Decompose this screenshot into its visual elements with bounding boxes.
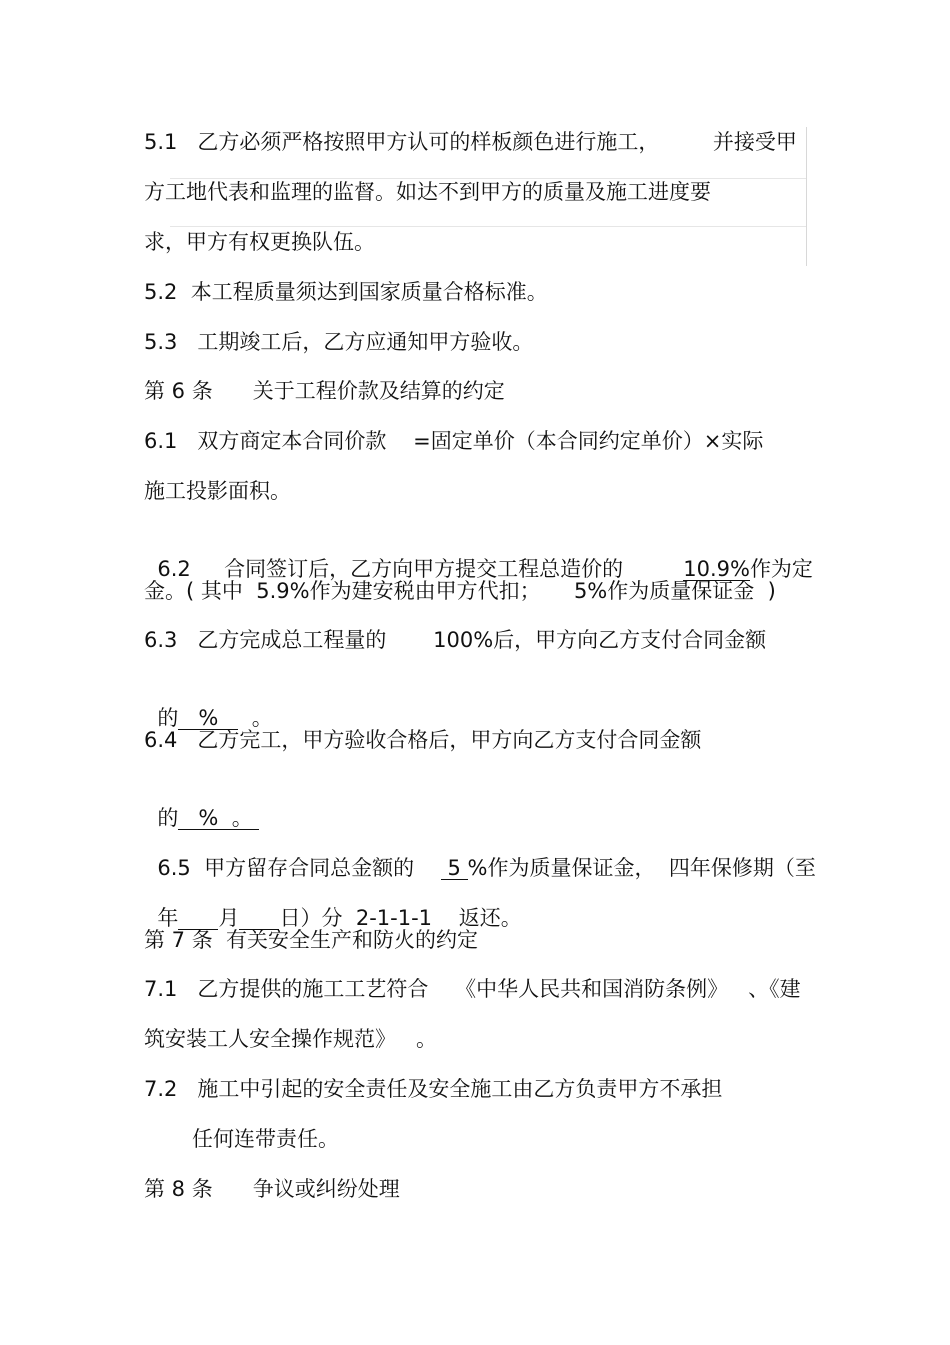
completion-percent-blank: % 。 (178, 806, 260, 830)
clause-7-1-line-1: 7.1 乙方提供的施工工艺符合 《中华人民共和国消防条例》 、《建 (144, 977, 801, 1001)
clause-6-3-line-1: 6.3 乙方完成总工程量的 100%后，甲方向乙方支付合同金额 (144, 628, 767, 652)
clause-6-2-text: 6.2 合同签订后，乙方向甲方提交工程总造价的 (157, 557, 684, 581)
clause-6-5-end: 日）分 2-1-1-1 返还。 (279, 906, 522, 930)
clause-6-1-line-2: 施工投影面积。 (144, 479, 291, 503)
clause-6-5-tail: %作为质量保证金， 四年保修期（至 (467, 856, 816, 880)
clause-5-1-line-2: 方工地代表和监理的监督。如达不到甲方的质量及施工进度要 (144, 180, 711, 204)
table-border-right (806, 127, 807, 266)
year-label: 年 (157, 906, 179, 930)
clause-6-2-line-2: 金。( 其中 5.9%作为建安税由甲方代扣； 5%作为质量保证金 ) (144, 579, 776, 603)
clause-7-1-line-2: 筑安装工人安全操作规范》 。 (144, 1027, 438, 1051)
clause-6-1-line-1: 6.1 双方商定本合同价款 =固定单价（本合同约定单价）×实际 (144, 429, 764, 453)
clause-6-4-line-2 (144, 776, 259, 832)
month-label: 月 (218, 906, 240, 930)
deposit-percent-field: 10.9% (683, 557, 750, 581)
article-6-heading: 第 6 条 关于工程价款及结算的约定 (144, 379, 505, 403)
clause-6-3-end: 。 (238, 706, 273, 730)
table-border-line (170, 226, 806, 227)
clause-6-4-prefix: 的 (157, 806, 179, 830)
article-8-heading: 第 8 条 争议或纠纷处理 (144, 1177, 400, 1201)
clause-5-1-line-1: 5.1 乙方必须严格按照甲方认可的样板颜色进行施工， 并接受甲 (144, 130, 797, 154)
payment-percent-blank: % (178, 706, 239, 730)
clause-6-2-tail: 作为定 (749, 557, 813, 581)
clause-6-3-prefix: 的 (157, 706, 179, 730)
clause-6-5-text: 6.5 甲方留存合同总金额的 (157, 856, 441, 880)
clause-7-2-line-1: 7.2 施工中引起的安全责任及安全施工由乙方负责甲方不承担 (144, 1077, 723, 1101)
article-7-heading: 第 7 条 有关安全生产和防火的约定 (144, 928, 479, 952)
clause-5-3: 5.3 工期竣工后，乙方应通知甲方验收。 (144, 330, 534, 354)
clause-7-2-line-2: 任何连带责任。 (192, 1127, 339, 1151)
clause-5-1-line-3: 求，甲方有权更换队伍。 (144, 230, 375, 254)
retention-percent-field: 5 (440, 856, 468, 880)
clause-6-3-line-2 (144, 676, 273, 732)
clause-6-5-line-1 (144, 826, 816, 882)
clause-5-2: 5.2 本工程质量须达到国家质量合格标准。 (144, 280, 548, 304)
clause-6-4-line-1: 6.4 乙方完工，甲方验收合格后，甲方向乙方支付合同金额 (144, 728, 702, 752)
clause-6-2-line-1 (144, 527, 813, 583)
clause-6-5-line-2 (144, 876, 522, 932)
